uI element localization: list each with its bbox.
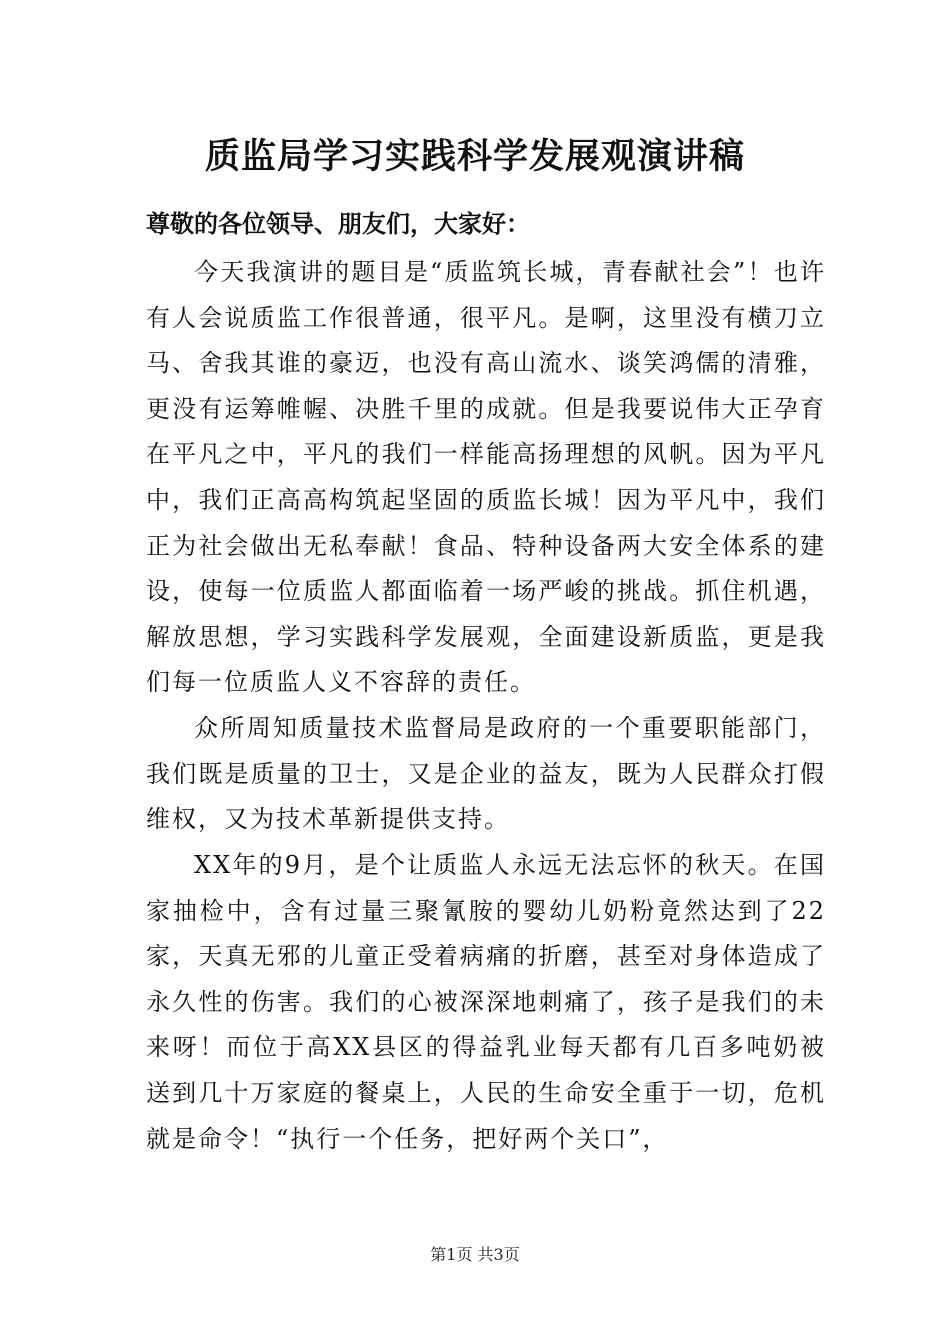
paragraph-1: 今天我演讲的题目是“质监筑长城，青春献社会”！也许有人会说质监工作很普通，很平凡。是啊，这里没有横刀立马、舍我其谁的豪迈，也没有高山流水、谈笑鸿儒的清雅，更没有运筹帷幄、决胜千里的成就。但是我要说伟大正孕育在平凡之中，平凡的我们一样能高扬理想的风帆。因为平凡中，我们正高高构筑起坚固的质监长城！因为平凡中，我们正为社会做出无私奉献！食品、特种设备两大安全体系的建设，使每一位质监人都面临着一场严峻的挑战。抓住机遇，解放思想，学习实践科学发展观，全面建设新质监，更是我们每一位质监人义不容辞的责任。 (146, 258, 826, 697)
paragraph-3: XX年的9月，是个让质监人永远无法忘怀的秋天。在国家抽检中，含有过量三聚氰胺的婴幼儿奶粉竟然达到了22家，天真无邪的儿童正受着病痛的折磨，甚至对身体造成了永久性的伤害。我们的心被深深地刺痛了，孩子是我们的未来呀！而位于高XX县区的得益乳业每天都有几百多吨奶被送到几十万家庭的餐桌上，人民的生命安全重于一切，危机就是命令！“执行一个任务，把好两个关口”， (146, 851, 826, 1153)
document-title: 质监局学习实践科学发展观演讲稿 (204, 136, 745, 177)
page-number-footer: 第1页 共3页 (430, 1245, 520, 1264)
salutation: 尊敬的各位领导、朋友们，大家好： (146, 209, 530, 238)
paragraph-2: 众所周知质量技术监督局是政府的一个重要职能部门，我们既是质量的卫士，又是企业的益友，既为人民群众打假维权，又为技术革新提供支持。 (146, 714, 826, 834)
